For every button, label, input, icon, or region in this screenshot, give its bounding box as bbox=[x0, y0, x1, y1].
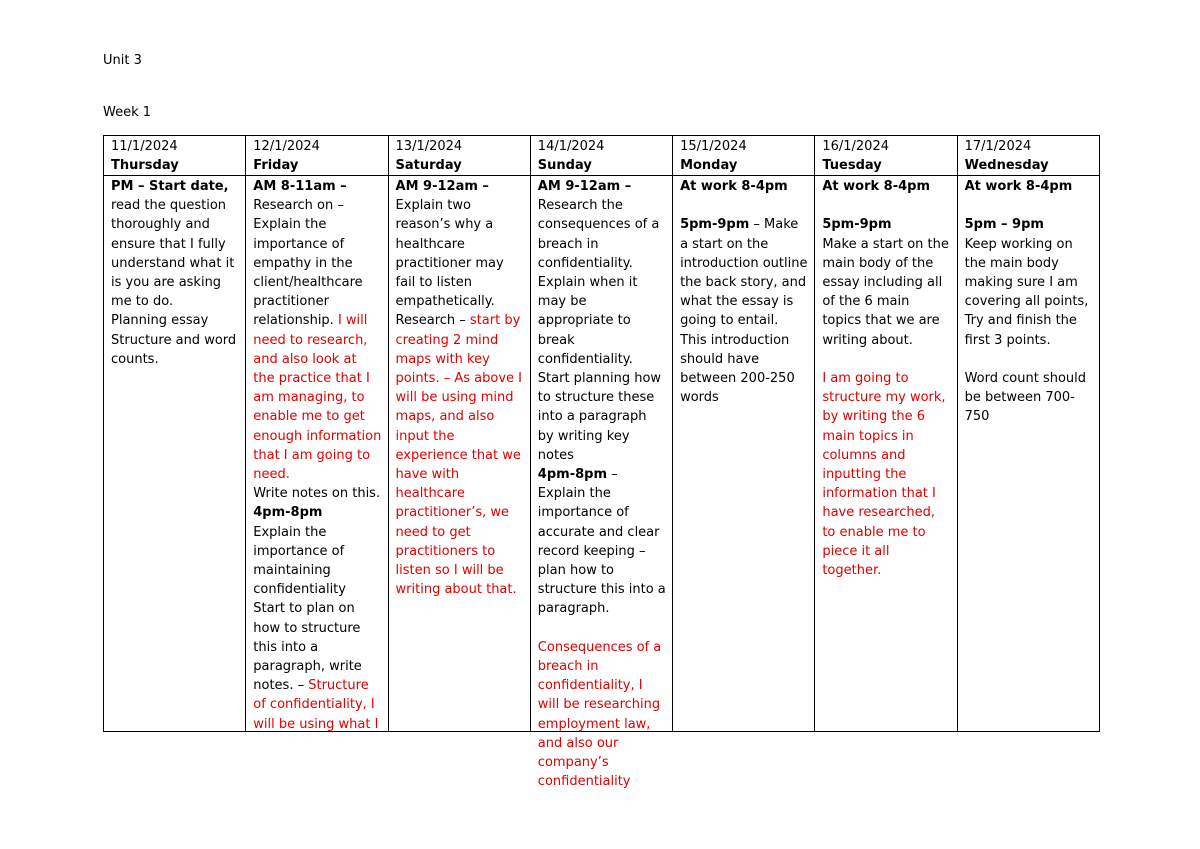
task-paragraph bbox=[396, 177, 524, 311]
day-name: Friday bbox=[253, 158, 299, 173]
time-slot-label: 4pm-8pm bbox=[253, 505, 323, 521]
day-header bbox=[388, 136, 530, 176]
task-paragraph bbox=[253, 523, 381, 600]
time-slot-label: At work 8-4pm bbox=[680, 179, 788, 194]
task-note-red: I will need to research, and also look at the practice that I am managing, to enable me to get enough information that I am going to need. bbox=[253, 313, 382, 483]
day-header bbox=[815, 136, 957, 176]
task-text: Explain the importance of maintaining confidentiality bbox=[253, 524, 346, 598]
task-paragraph bbox=[111, 177, 239, 311]
task-paragraph bbox=[822, 369, 950, 580]
day-tasks-cell bbox=[530, 176, 672, 790]
day-tasks-cell bbox=[815, 176, 957, 732]
time-slot-label: AM 9-12am – bbox=[395, 179, 489, 194]
blank-line bbox=[680, 196, 808, 215]
task-paragraph bbox=[396, 311, 524, 599]
task-paragraph bbox=[538, 465, 666, 619]
day-date: 12/1/2024 bbox=[253, 139, 320, 154]
time-slot-label: AM 9-12am – bbox=[537, 179, 632, 194]
day-date: 11/1/2024 bbox=[111, 139, 178, 154]
task-text: Explain two reason’s why a healthcare practitioner may fail to listen empathetically. bbox=[395, 198, 504, 310]
week-heading: Week 1 bbox=[103, 105, 152, 120]
day-header bbox=[957, 136, 1099, 176]
task-text: Research on – Explain the importance of empathy in the client/healthcare practitioner relationship. bbox=[253, 198, 363, 329]
day-name: Saturday bbox=[395, 158, 462, 173]
task-paragraph bbox=[253, 484, 381, 503]
day-date: 17/1/2024 bbox=[964, 139, 1032, 154]
task-text: – Make a start on the introduction outline the back story, and what the essay is going to entail. bbox=[680, 217, 808, 329]
task-paragraph bbox=[253, 503, 381, 522]
task-text: Make a start on the main body of the essay including all of the 6 main topics that we are writing about. bbox=[822, 236, 949, 348]
blank-line bbox=[965, 196, 1093, 215]
time-slot-label: 5pm-9pm bbox=[822, 217, 892, 233]
time-slot-label: At work 8-4pm bbox=[964, 179, 1073, 194]
task-text: Planning essay Structure and word counts. bbox=[111, 313, 237, 367]
task-paragraph bbox=[965, 369, 1093, 427]
task-paragraph bbox=[111, 311, 239, 369]
task-paragraph bbox=[680, 177, 808, 196]
task-paragraph bbox=[965, 215, 1093, 234]
day-tasks-cell bbox=[246, 176, 388, 732]
task-note-red: Consequences of a breach in confidentiality, I will be researching employment law, and also our company’s confidentiality bbox=[537, 639, 662, 790]
blank-line bbox=[822, 350, 950, 369]
task-paragraph bbox=[965, 177, 1093, 196]
time-slot-label: 5pm – 9pm bbox=[964, 217, 1044, 233]
task-text: This introduction should have between 200-250 words bbox=[680, 332, 795, 406]
task-text: Word count should be between 700-750 bbox=[964, 371, 1087, 425]
tasks-row bbox=[104, 176, 1100, 732]
blank-line bbox=[538, 619, 666, 638]
task-paragraph bbox=[538, 177, 666, 369]
day-header bbox=[246, 136, 388, 176]
task-text: Research – bbox=[395, 313, 466, 329]
day-header bbox=[104, 136, 246, 176]
task-text: Start planning how to structure these into a paragraph by writing key notes bbox=[537, 371, 662, 463]
day-name: Wednesday bbox=[964, 158, 1049, 173]
day-header bbox=[673, 136, 815, 176]
task-note-red: start by creating 2 mind maps with key points. – As above I will be using mind maps, and also input the experience that we have with healthcare practitioner’s, we need to get practitioners to listen so I will be writing about that. bbox=[395, 313, 522, 598]
task-paragraph bbox=[822, 235, 950, 350]
day-tasks-cell bbox=[388, 176, 530, 732]
time-slot-label: At work 8-4pm bbox=[822, 179, 930, 194]
day-date: 15/1/2024 bbox=[680, 139, 747, 154]
day-date: 14/1/2024 bbox=[537, 139, 605, 154]
time-slot-label: PM – Start date, bbox=[111, 179, 229, 194]
day-tasks-cell bbox=[673, 176, 815, 732]
task-text: – Explain the importance of accurate and clear record keeping – plan how to structure this into a paragraph. bbox=[537, 467, 666, 617]
task-text: Write notes on this. bbox=[253, 486, 381, 502]
task-text: Research the consequences of a breach in confidentiality. Explain when it may be appropriate to break confidentiality. bbox=[537, 198, 660, 367]
blank-line bbox=[965, 350, 1093, 369]
day-date: 13/1/2024 bbox=[395, 139, 463, 154]
header-row bbox=[104, 136, 1100, 176]
task-paragraph bbox=[822, 215, 950, 234]
task-paragraph bbox=[253, 177, 381, 484]
time-slot-label: AM 8-11am – bbox=[253, 179, 347, 194]
day-tasks-cell bbox=[957, 176, 1099, 732]
day-name: Thursday bbox=[111, 158, 179, 173]
day-header bbox=[530, 136, 672, 176]
unit-heading: Unit 3 bbox=[103, 53, 142, 68]
time-slot-label: 4pm-8pm bbox=[537, 467, 607, 483]
task-paragraph bbox=[822, 177, 950, 196]
task-paragraph bbox=[680, 331, 808, 408]
time-slot-label: 5pm-9pm bbox=[680, 217, 750, 233]
day-name: Sunday bbox=[537, 158, 592, 173]
task-paragraph bbox=[680, 215, 808, 330]
task-text: Keep working on the main body making sure I am covering all points, Try and finish the first 3 points. bbox=[964, 236, 1089, 348]
day-name: Monday bbox=[680, 158, 738, 173]
day-name: Tuesday bbox=[822, 158, 882, 173]
task-note-red: I am going to structure my work, by writing the 6 main topics in columns and inputting the information that I have researched, to enable me to piece it all together. bbox=[822, 371, 946, 579]
task-paragraph bbox=[538, 638, 666, 792]
task-text: read the question thoroughly and ensure that I fully understand what it is you are asking me to do. bbox=[111, 198, 235, 310]
day-date: 16/1/2024 bbox=[822, 139, 889, 154]
task-paragraph bbox=[538, 369, 666, 465]
task-paragraph bbox=[965, 235, 1093, 350]
weekly-schedule-table bbox=[103, 135, 1100, 790]
blank-line bbox=[822, 196, 950, 215]
task-text: Start to plan on how to structure this into a paragraph, write notes. – bbox=[253, 601, 362, 694]
task-note-red: Structure of confidentiality, I will be using what I bbox=[253, 678, 379, 732]
task-paragraph bbox=[253, 599, 381, 733]
day-tasks-cell bbox=[104, 176, 246, 732]
